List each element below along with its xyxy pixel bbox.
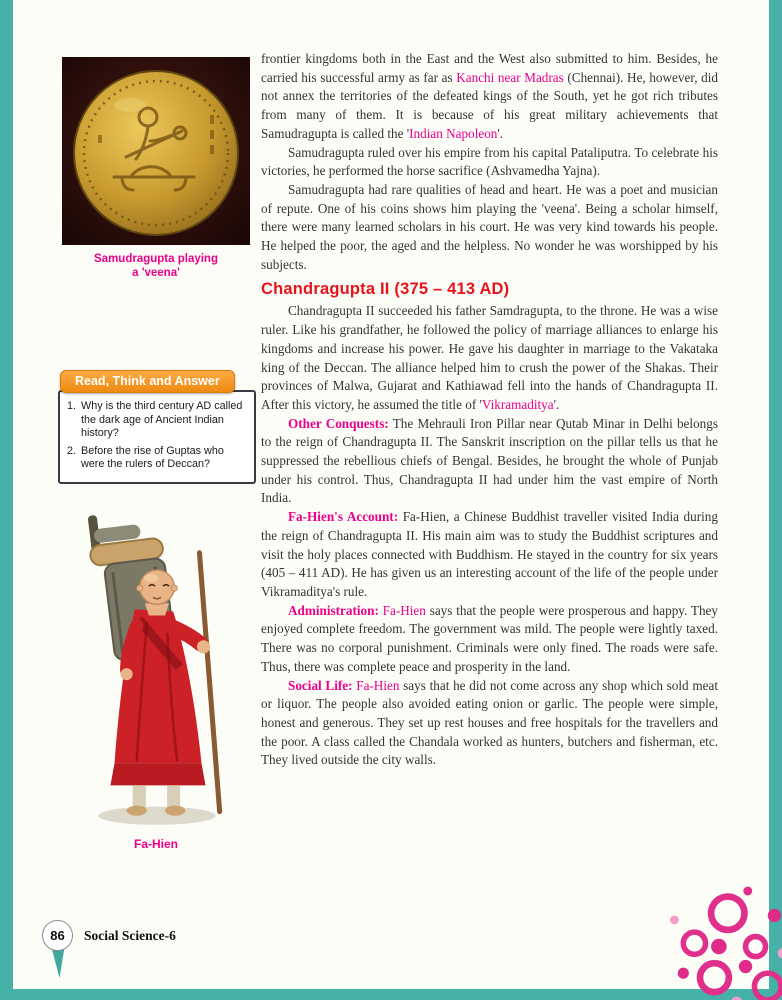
- body-text: '.: [553, 396, 560, 412]
- coin-caption-line2: a 'veena': [132, 267, 180, 279]
- question-number: 2.: [67, 444, 77, 457]
- paragraph-other-conquests: [261, 415, 718, 509]
- read-think-answer-questions: [58, 390, 256, 484]
- decorative-circles-icon: [650, 882, 782, 1000]
- fahien-illustration: [68, 490, 250, 834]
- body-text: Chandragupta II succeeded his father Samdragupta, to the throne. He was a wise ruler. Like his grandfather, he followed the policy of marriage alliances to enlarge his kingdoms and increase his power. He gave his daughter in marriage to the Vakataka king of the Deccan. The alliance helped him to crush the power of the Shakas. Their provinces of Malwa, Gujarat and Kathiawad fell into the hands of Chandragupta II. After this victory, he assumed the title of ': [261, 303, 718, 412]
- paragraph-samudragupta-capital: [261, 144, 718, 181]
- paragraph-samudragupta-conquests: [261, 50, 718, 144]
- body-text: '.: [497, 125, 504, 141]
- body-text: The Mehrauli Iron Pillar near Qutab Minar in Delhi belongs to the reign of Chandragupta II. The Sanskrit inscription on the pillar tells us that he suppressed the rebellious chiefs of Bengal. Besides, he brought the whole of Punjab under his control. Thus, Chandragupta II had under him the vast empire of North India.: [261, 415, 718, 506]
- highlight-fahien: Fa-Hien: [352, 677, 400, 693]
- highlight-kanchi-madras: Kanchi near Madras: [456, 69, 564, 85]
- question-text: Before the rise of Guptas who were the rulers of Deccan?: [81, 444, 224, 471]
- body-text: frontier kingdoms both in the East and the West also submitted to him. Besides, he carried his successful army as far as: [261, 51, 718, 85]
- highlight-fahien: Fa-Hien: [378, 602, 426, 618]
- coin-caption-line1: Samudragupta playing: [94, 253, 218, 265]
- section-heading-chandragupta-ii: Chandragupta II (375 – 413 AD): [261, 280, 510, 299]
- subheading-administration: Administration:: [288, 602, 379, 618]
- paragraph-social-life: [261, 677, 718, 771]
- subheading-fahien-account: Fa-Hien's Account:: [288, 509, 399, 525]
- fahien-caption: Fa-Hien: [133, 837, 178, 851]
- highlight-indian-napoleon: Indian Napoleon: [409, 125, 498, 141]
- fahien-photo: [68, 490, 250, 834]
- question-text: Why is the third century AD called the dark age of Ancient Indian history?: [81, 400, 243, 440]
- question-number: 1.: [67, 400, 77, 412]
- coin-illustration: [62, 57, 250, 245]
- left-border: [0, 0, 13, 1000]
- coin-caption: [38, 252, 274, 280]
- paragraph-administration: [261, 602, 718, 677]
- body-text: (Chennai). He, however, did not annex the territories of the defeated kings of the South, yet he got rich tributes from many of them. It is because of his great military achievements that Samudragupta is called the ': [261, 69, 718, 141]
- read-think-answer-box: [58, 370, 256, 484]
- page-number-badge: 86: [42, 920, 73, 951]
- paragraph-fahien-account: [261, 508, 718, 602]
- main-text-column: [261, 50, 718, 770]
- subheading-social-life: Social Life:: [288, 677, 353, 693]
- body-text: Samudragupta had rare qualities of head and heart. He was a poet and musician of repute. One of his coins shows him playing the 'veena'. Being a scholar himself, there were many learned scholars in his court. He was very kind towards his people. He helped the poor, the aged and the helpless. No wonder he was worshipped by his subjects.: [261, 181, 718, 272]
- paragraph-samudragupta-qualities: [261, 181, 718, 275]
- highlight-vikramaditya: Vikramaditya: [481, 396, 554, 412]
- body-text: Samudragupta ruled over his empire from his capital Pataliputra. To celebrate his victories, he performed the horse sacrifice (Ashvamedha Yajna).: [261, 144, 718, 179]
- read-think-answer-title: Read, Think and Answer: [60, 370, 235, 393]
- book-title: Social Science-6: [84, 928, 176, 943]
- question-item: [67, 445, 247, 472]
- right-border: [769, 0, 782, 1000]
- body-text: says that he did not come across any shop which sold meat or liquor. The people also avoided eating onion or garlic. The people were simple, honest and generous. They set up rest houses and free hospitals for the travellers and the poor. A class called the Chandala worked as hunters, butchers and fisherman, etc. They lived outside the city walls.: [261, 677, 718, 768]
- body-text: says that the people were prosperous and happy. They enjoyed complete freedom. The government was mild. The people were lightly taxed. There was no corporal punishment. Criminals were only fined. The roads were safe. Thus, there was complete peace and prosperity in the land.: [261, 602, 718, 674]
- body-text: Fa-Hien, a Chinese Buddhist traveller visited India during the reign of Chandragupta II. His main aim was to study the Buddhist scriptures and visit the holy places connected with Buddhism. He stayed in the country for six years (405 – 411 AD). He has given us an interesting account of the life of the people under Vikramaditya's rule.: [261, 509, 718, 599]
- paragraph-chandragupta-intro: [261, 302, 718, 414]
- subheading-other-conquests: Other Conquests:: [288, 415, 389, 431]
- question-item: [67, 400, 247, 441]
- samudragupta-coin-photo: [62, 57, 250, 245]
